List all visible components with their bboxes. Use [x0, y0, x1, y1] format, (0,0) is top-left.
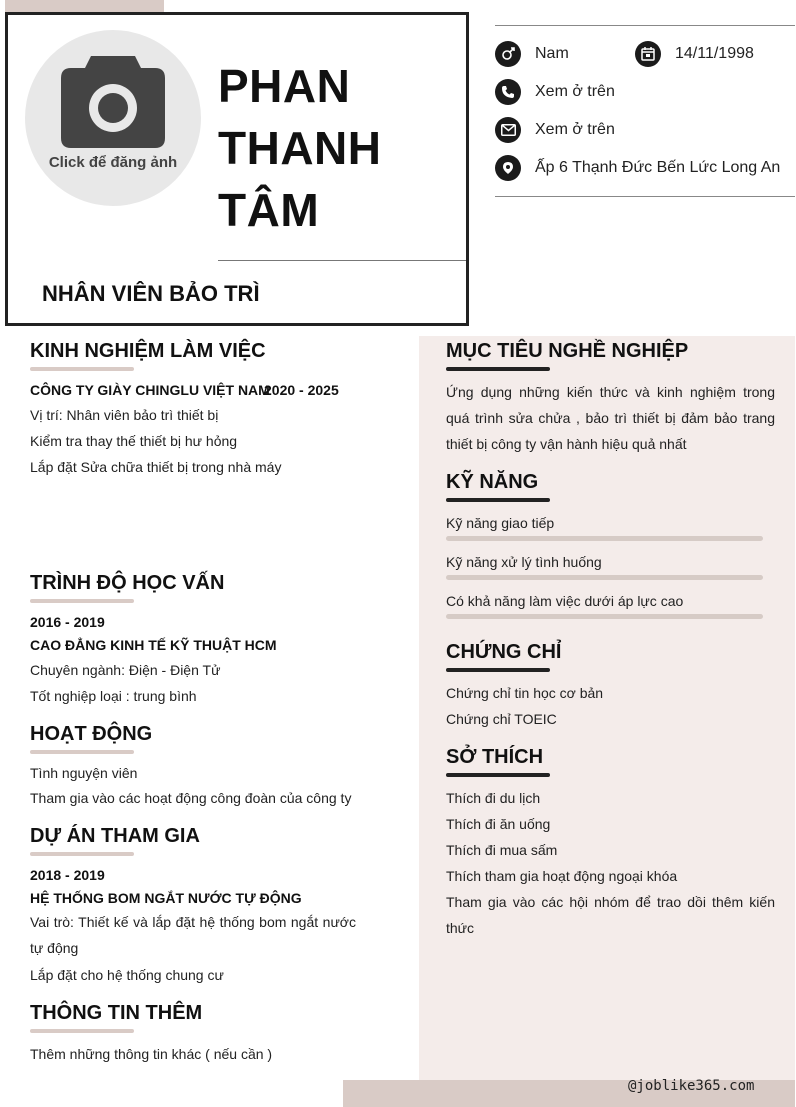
projects-heading: DỰ ÁN THAM GIA	[30, 825, 200, 847]
name-line: PHAN	[218, 60, 351, 112]
experience-company: CÔNG TY GIÀY CHINGLU VIỆT NAM	[30, 382, 270, 398]
email-icon	[495, 117, 521, 143]
experience-period: 2020 - 2025	[264, 382, 339, 398]
skill-label: Có khả năng làm việc dưới áp lực cao	[446, 593, 684, 609]
avatar-upload[interactable]	[25, 30, 201, 206]
project-period: 2018 - 2019	[30, 867, 105, 883]
objective-text: Ứng dụng những kiến thức và kinh nghiệm trong quá trình sửa chửa , bảo trì thiết bị đảm bảo trang thiết bị công ty vận hành hiệu quả nhất	[446, 384, 775, 452]
section-underline	[30, 367, 134, 371]
section-underline	[446, 668, 550, 672]
certificate-item: Chứng chỉ TOEIC	[446, 711, 557, 727]
experience-line: Vị trí: Nhân viên bảo trì thiết bị	[30, 407, 219, 423]
email-value: Xem ở trên	[535, 121, 615, 138]
certificate-item: Chứng chỉ tin học cơ bản	[446, 685, 604, 701]
hobby-item: Thích đi ăn uống	[446, 816, 551, 832]
experience-heading: KINH NGHIỆM LÀM VIỆC	[30, 340, 266, 362]
section-underline	[446, 367, 550, 371]
skill-bar	[446, 575, 763, 580]
extra-line: Thêm những thông tin khác ( nếu cần )	[30, 1046, 273, 1062]
address-value: Ấp 6 Thạnh Đức Bến Lức Long An	[535, 159, 781, 176]
hobby-item: Thích đi du lịch	[446, 790, 541, 806]
candidate-name	[218, 55, 381, 241]
skill-bar	[446, 614, 763, 619]
job-title: NHÂN VIÊN BẢO TRÌ	[42, 281, 260, 306]
activity-line: Tham gia vào các hoạt động công đoàn của công ty	[30, 790, 352, 806]
project-line: Lắp đặt cho hệ thống chung cư	[30, 967, 224, 983]
certificates-heading: CHỨNG CHỈ	[446, 641, 562, 663]
hobby-item: Tham gia vào các hội nhóm để trao dồi thêm kiến thức	[446, 894, 775, 936]
gender-value: Nam	[535, 45, 569, 62]
section-underline	[446, 773, 550, 777]
calendar-icon	[635, 41, 661, 67]
birthdate-value: 14/11/1998	[675, 45, 754, 62]
education-school: CAO ĐẲNG KINH TẾ KỸ THUẬT HCM	[30, 637, 277, 653]
skills-heading: KỸ NĂNG	[446, 471, 539, 493]
phone-value: Xem ở trên	[535, 83, 615, 100]
info-divider-bottom	[495, 196, 795, 197]
location-icon	[495, 155, 521, 181]
skill-bar	[446, 536, 763, 541]
activity-line: Tình nguyện viên	[30, 765, 138, 781]
education-period: 2016 - 2019	[30, 614, 105, 630]
experience-line: Lắp đặt Sửa chữa thiết bị trong nhà máy	[30, 459, 282, 475]
experience-line: Kiểm tra thay thế thiết bị hư hỏng	[30, 433, 238, 449]
gender-icon	[495, 41, 521, 67]
project-role: Vai trò: Thiết kế và lắp đặt hệ thống bom ngắt nước tự động	[30, 914, 356, 956]
hobby-item: Thích đi mua sấm	[446, 842, 558, 858]
section-underline	[30, 599, 134, 603]
camera-icon	[61, 56, 165, 148]
name-line: TÂM	[218, 184, 320, 236]
section-underline	[30, 1029, 134, 1033]
extra-heading: THÔNG TIN THÊM	[30, 1002, 203, 1024]
education-heading: TRÌNH ĐỘ HỌC VẤN	[30, 572, 225, 594]
hobby-item: Thích tham gia hoạt động ngoại khóa	[446, 868, 678, 884]
name-divider	[218, 260, 466, 261]
hobbies-heading: SỞ THÍCH	[446, 746, 544, 768]
watermark: @joblike365.com	[628, 1078, 755, 1094]
photo-caption: Click để đăng ảnh	[48, 154, 178, 171]
education-line: Chuyên ngành: Điện - Điện Tử	[30, 662, 221, 678]
name-line: THANH	[218, 122, 382, 174]
info-divider-top	[495, 25, 795, 26]
skill-label: Kỹ năng xử lý tình huống	[446, 554, 602, 570]
section-underline	[30, 750, 134, 754]
section-underline	[30, 852, 134, 856]
education-line: Tốt nghiệp loại : trung bình	[30, 688, 197, 704]
phone-icon	[495, 79, 521, 105]
project-name: HỆ THỐNG BOM NGẮT NƯỚC TỰ ĐỘNG	[30, 890, 302, 906]
section-underline	[446, 498, 550, 502]
activities-heading: HOẠT ĐỘNG	[30, 723, 153, 745]
skill-label: Kỹ năng giao tiếp	[446, 515, 555, 531]
objective-heading: MỤC TIÊU NGHỀ NGHIỆP	[446, 340, 689, 362]
